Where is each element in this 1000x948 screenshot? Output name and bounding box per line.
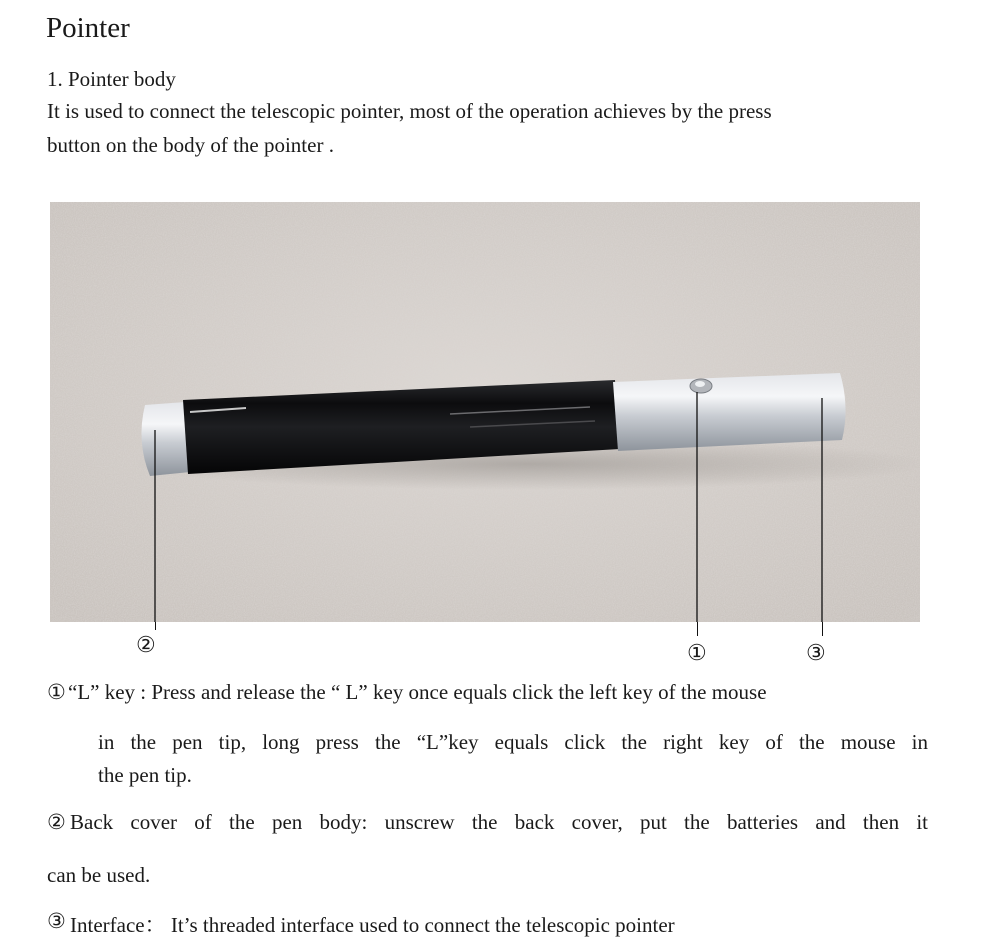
callout-label-1: ① [687, 640, 707, 665]
item-2-marker: ② [47, 810, 66, 834]
callout-label-3: ③ [806, 640, 826, 665]
intro-line-2: button on the body of the pointer . [47, 133, 334, 157]
callout-line-1 [697, 622, 698, 636]
pointer-photo [50, 202, 920, 622]
item-1-line-3: the pen tip. [98, 763, 192, 787]
item-3-line-1: Interface： It’s threaded interface used to connect the telescopic pointer [70, 913, 675, 937]
callout-line-3 [822, 622, 823, 636]
item-3-marker: ③ [47, 909, 66, 933]
callout-label-2: ② [136, 632, 156, 657]
item-2-line-1: Back cover of the pen body: unscrew the back cover, put the batteries and then it [70, 810, 928, 834]
page-title: Pointer [46, 12, 130, 44]
item-1-line-2: in the pen tip, long press the “L”key equals click the right key of the mouse in [98, 730, 928, 754]
section-heading: 1. Pointer body [47, 67, 176, 91]
item-1-line-1: “L” key : Press and release the “ L” key once equals click the left key of the mouse [68, 680, 767, 704]
callout-line-2 [155, 622, 156, 630]
intro-line-1: It is used to connect the telescopic pointer, most of the operation achieves by the press [47, 99, 772, 123]
item-2-line-2: can be used. [47, 863, 151, 887]
item-1-marker: ① [47, 680, 66, 704]
